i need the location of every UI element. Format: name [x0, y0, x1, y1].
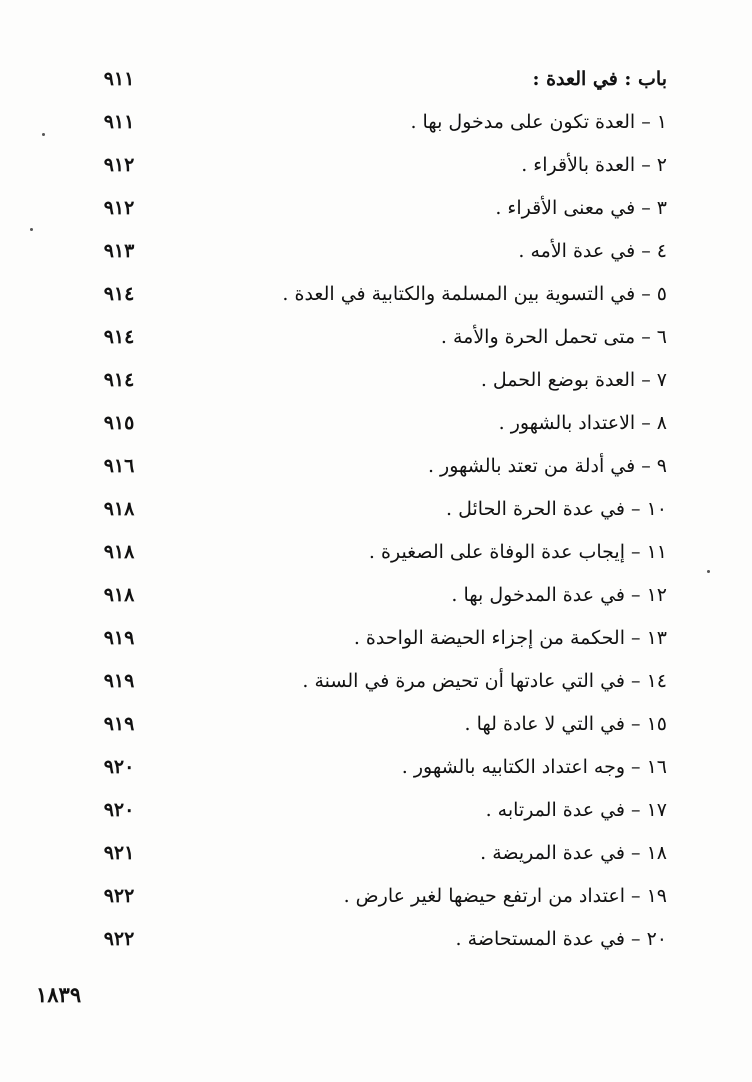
- entry-title: ٣ – في معنى الأقراء .: [495, 197, 667, 219]
- entry-page-number: ٩٢٠: [103, 756, 135, 778]
- chapter-heading: باب : في العدة :: [532, 68, 667, 90]
- entry-page-number: ٩١٨: [103, 584, 135, 606]
- toc-entry: [95, 875, 667, 918]
- entry-page-number: ٩١٢: [103, 197, 135, 219]
- toc-entry: [95, 144, 667, 187]
- toc-entry: [95, 445, 667, 488]
- toc-entry: [95, 230, 667, 273]
- entry-title: ٢٠ – في عدة المستحاضة .: [455, 928, 667, 950]
- page-folio-number: ١٨٣٩: [36, 982, 82, 1007]
- entry-page-number: ٩١١: [103, 111, 135, 133]
- entry-title: ٥ – في التسوية بين المسلمة والكتابية في العدة .: [282, 283, 667, 305]
- entry-page-number: ٩٢٢: [103, 885, 135, 907]
- entry-title: ١٧ – في عدة المرتابه .: [485, 799, 667, 821]
- chapter-page-number: ٩١١: [103, 68, 135, 90]
- toc-entry: [95, 402, 667, 445]
- toc-entry: [95, 703, 667, 746]
- entry-page-number: ٩١٢: [103, 154, 135, 176]
- entry-title: ١١ – إيجاب عدة الوفاة على الصغيرة .: [368, 541, 667, 563]
- scan-speck: [42, 133, 45, 136]
- entry-page-number: ٩١٩: [103, 670, 135, 692]
- entry-title: ١٠ – في عدة الحرة الحائل .: [446, 498, 667, 520]
- toc-entry: [95, 617, 667, 660]
- scan-speck: [707, 570, 710, 573]
- entry-title: ١٥ – في التي لا عادة لها .: [464, 713, 667, 735]
- toc-entry: [95, 660, 667, 703]
- toc-entry: [95, 832, 667, 875]
- entry-page-number: ٩١٦: [103, 455, 135, 477]
- scan-speck: [30, 228, 33, 231]
- toc-entry: [95, 531, 667, 574]
- entry-page-number: ٩٢١: [103, 842, 135, 864]
- entry-page-number: ٩١٤: [103, 283, 135, 305]
- entry-page-number: ٩١٨: [103, 498, 135, 520]
- entry-page-number: ٩١٩: [103, 627, 135, 649]
- entry-page-number: ٩٢٢: [103, 928, 135, 950]
- toc-entry: [95, 187, 667, 230]
- table-of-contents: [95, 58, 667, 961]
- entry-title: ١٣ – الحكمة من إجزاء الحيضة الواحدة .: [353, 627, 667, 649]
- entry-title: ٤ – في عدة الأمه .: [518, 240, 667, 262]
- entry-title: ٢ – العدة بالأقراء .: [521, 154, 667, 176]
- toc-entry: [95, 316, 667, 359]
- entry-title: ٦ – متى تحمل الحرة والأمة .: [440, 326, 667, 348]
- toc-entry: [95, 789, 667, 832]
- toc-entry: [95, 574, 667, 617]
- toc-entry: [95, 488, 667, 531]
- entry-title: ١٩ – اعتداد من ارتفع حيضها لغير عارض .: [343, 885, 667, 907]
- toc-entry: [95, 918, 667, 961]
- entry-title: ١٨ – في عدة المريضة .: [480, 842, 667, 864]
- entry-page-number: ٩١٩: [103, 713, 135, 735]
- entry-page-number: ٩١٣: [103, 240, 135, 262]
- entry-page-number: ٩١٨: [103, 541, 135, 563]
- entry-page-number: ٩١٤: [103, 326, 135, 348]
- toc-entry: [95, 746, 667, 789]
- entry-title: ١ – العدة تكون على مدخول بها .: [410, 111, 667, 133]
- toc-heading-row: [95, 58, 667, 101]
- entry-title: ٩ – في أدلة من تعتد بالشهور .: [427, 455, 667, 477]
- toc-entry: [95, 101, 667, 144]
- entry-page-number: ٩١٤: [103, 369, 135, 391]
- toc-entry: [95, 359, 667, 402]
- entry-title: ٨ – الاعتداد بالشهور .: [498, 412, 667, 434]
- entry-title: ١٦ – وجه اعتداد الكتابيه بالشهور .: [401, 756, 667, 778]
- entry-page-number: ٩٢٠: [103, 799, 135, 821]
- entry-title: ١٢ – في عدة المدخول بها .: [451, 584, 667, 606]
- toc-entry: [95, 273, 667, 316]
- entry-page-number: ٩١٥: [103, 412, 135, 434]
- entry-title: ١٤ – في التي عادتها أن تحيض مرة في السنة .: [302, 670, 667, 692]
- entry-title: ٧ – العدة بوضع الحمل .: [480, 369, 667, 391]
